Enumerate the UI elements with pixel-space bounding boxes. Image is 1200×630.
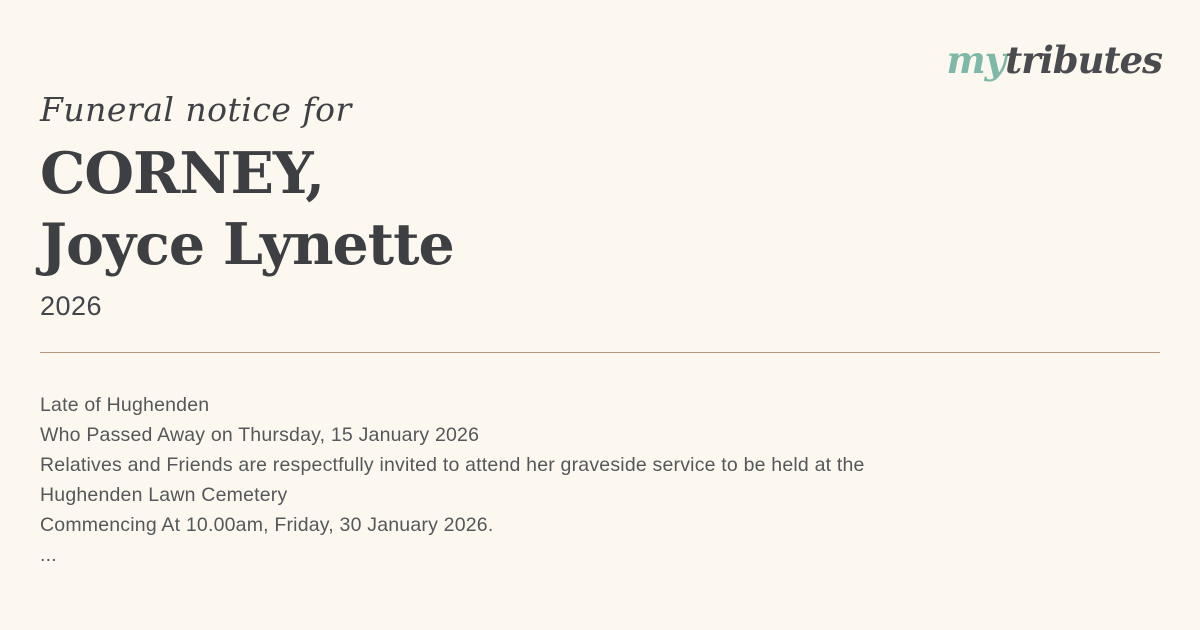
logo-text-tributes: tributes xyxy=(1005,38,1162,82)
notice-details xyxy=(40,390,1160,570)
divider-rule xyxy=(40,352,1160,353)
detail-line-cemetery: Hughenden Lawn Cemetery xyxy=(40,484,288,506)
notice-year: 2026 xyxy=(40,291,103,321)
deceased-name-heading xyxy=(40,138,454,280)
deceased-given-names: Joyce Lynette xyxy=(40,211,454,278)
deceased-surname: CORNEY, xyxy=(40,140,325,207)
detail-line-passed-away: Who Passed Away on Thursday, 15 January 2026 xyxy=(40,424,480,446)
detail-line-invitation: Relatives and Friends are respectfully invited to attend her graveside service to be held at the xyxy=(40,454,865,476)
detail-line-late-of: Late of Hughenden xyxy=(40,394,210,416)
detail-line-commencing: Commencing At 10.00am, Friday, 30 January 2026. xyxy=(40,514,494,536)
logo-text-my: my xyxy=(946,38,1006,82)
mytributes-logo xyxy=(946,38,1162,82)
notice-kicker: Funeral notice for xyxy=(40,90,352,129)
detail-line-ellipsis: ... xyxy=(40,544,57,566)
